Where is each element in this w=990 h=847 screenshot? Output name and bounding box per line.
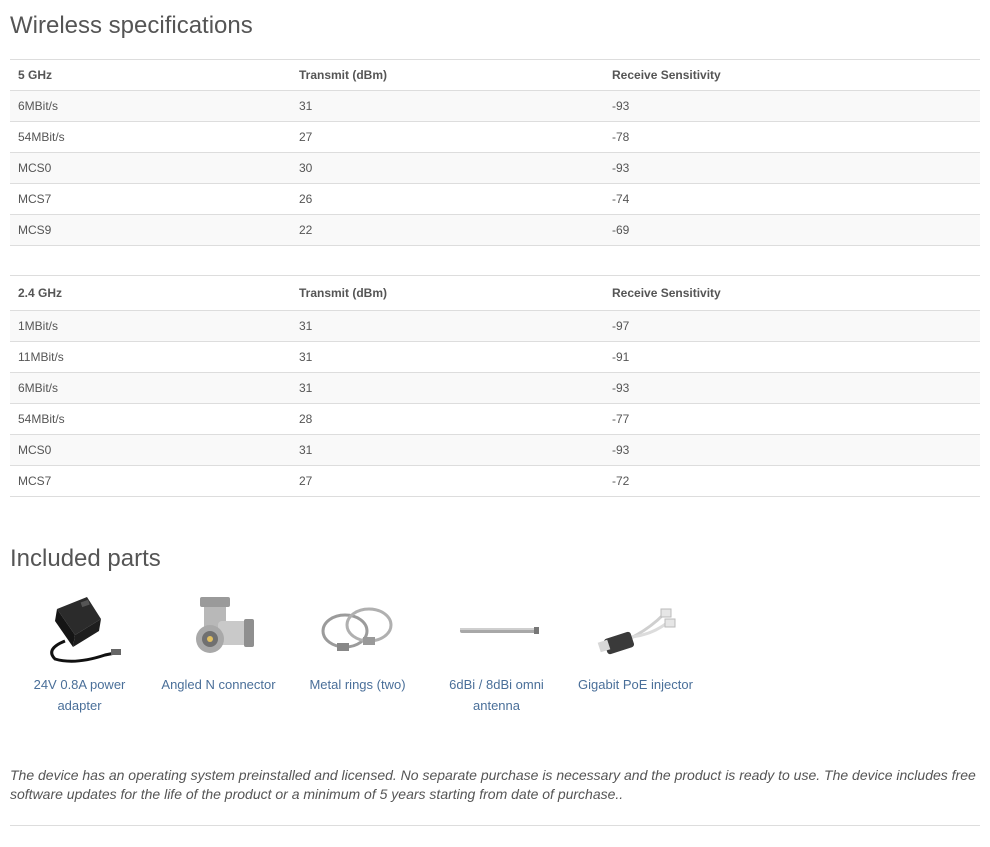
- part-item-n-connector[interactable]: [149, 588, 288, 716]
- part-label[interactable]: Angled N connector: [161, 677, 276, 692]
- cell-rate: MCS9: [10, 215, 291, 246]
- cell-rate: 11MBit/s: [10, 342, 291, 373]
- cell-receive: -72: [604, 466, 980, 497]
- part-label[interactable]: Metal rings (two): [309, 677, 406, 692]
- part-item-metal-rings[interactable]: [288, 588, 427, 716]
- part-item-poe-injector[interactable]: [566, 588, 705, 716]
- table-row: [10, 91, 980, 122]
- table-row: [10, 404, 980, 435]
- cell-receive: -74: [604, 184, 980, 215]
- table-row: [10, 153, 980, 184]
- table-row: [10, 311, 980, 342]
- cell-transmit: 22: [291, 215, 604, 246]
- cell-receive: -93: [604, 153, 980, 184]
- header-transmit: Transmit (dBm): [291, 60, 604, 91]
- cell-receive: -69: [604, 215, 980, 246]
- cell-receive: -93: [604, 91, 980, 122]
- cell-rate: 54MBit/s: [10, 122, 291, 153]
- cell-rate: MCS0: [10, 435, 291, 466]
- cell-transmit: 31: [291, 311, 604, 342]
- cell-transmit: 28: [291, 404, 604, 435]
- omni-antenna-icon[interactable]: [447, 588, 547, 670]
- cell-receive: -78: [604, 122, 980, 153]
- part-label[interactable]: 6dBi / 8dBi omni antenna: [449, 677, 544, 713]
- cell-transmit: 27: [291, 466, 604, 497]
- poe-injector-icon[interactable]: [586, 588, 686, 670]
- part-item-omni-antenna[interactable]: [427, 588, 566, 716]
- cell-receive: -93: [604, 435, 980, 466]
- table-row: [10, 184, 980, 215]
- n-connector-icon[interactable]: [169, 588, 269, 670]
- cell-rate: MCS7: [10, 184, 291, 215]
- header-band: 2.4 GHz: [10, 276, 291, 311]
- table-row: [10, 466, 980, 497]
- cell-transmit: 30: [291, 153, 604, 184]
- table-row: [10, 373, 980, 404]
- cell-rate: 54MBit/s: [10, 404, 291, 435]
- cell-receive: -97: [604, 311, 980, 342]
- header-receive: Receive Sensitivity: [604, 276, 980, 311]
- cell-receive: -93: [604, 373, 980, 404]
- cell-transmit: 31: [291, 373, 604, 404]
- table-row: [10, 342, 980, 373]
- cell-transmit: 31: [291, 435, 604, 466]
- cell-transmit: 31: [291, 342, 604, 373]
- table-row: [10, 215, 980, 246]
- divider: [10, 825, 980, 826]
- included-parts-list: [10, 588, 705, 716]
- included-parts-title: Included parts: [10, 545, 161, 572]
- wireless-specifications-title: Wireless specifications: [10, 12, 253, 39]
- part-label[interactable]: 24V 0.8A power adapter: [33, 677, 126, 713]
- cell-rate: MCS0: [10, 153, 291, 184]
- power-adapter-icon[interactable]: [30, 588, 130, 670]
- header-band: 5 GHz: [10, 60, 291, 91]
- cell-transmit: 31: [291, 91, 604, 122]
- part-label[interactable]: Gigabit PoE injector: [578, 677, 693, 692]
- license-note: The device has an operating system preinstalled and licensed. No separate purchase is necessary and the product is ready to use. The device includes free software updates for the life of the product or a minimum of 5 years starting from date of purchase..: [10, 767, 976, 802]
- cell-transmit: 27: [291, 122, 604, 153]
- cell-receive: -77: [604, 404, 980, 435]
- cell-rate: 1MBit/s: [10, 311, 291, 342]
- part-item-power-adapter[interactable]: [10, 588, 149, 716]
- cell-rate: 6MBit/s: [10, 91, 291, 122]
- table-header-row: [10, 276, 980, 311]
- cell-transmit: 26: [291, 184, 604, 215]
- cell-receive: -91: [604, 342, 980, 373]
- table-row: [10, 435, 980, 466]
- table-5ghz: [10, 59, 980, 246]
- cell-rate: MCS7: [10, 466, 291, 497]
- header-transmit: Transmit (dBm): [291, 276, 604, 311]
- table-24ghz: [10, 275, 980, 497]
- table-row: [10, 122, 980, 153]
- table-header-row: [10, 60, 980, 91]
- metal-rings-icon[interactable]: [308, 588, 408, 670]
- header-receive: Receive Sensitivity: [604, 60, 980, 91]
- cell-rate: 6MBit/s: [10, 373, 291, 404]
